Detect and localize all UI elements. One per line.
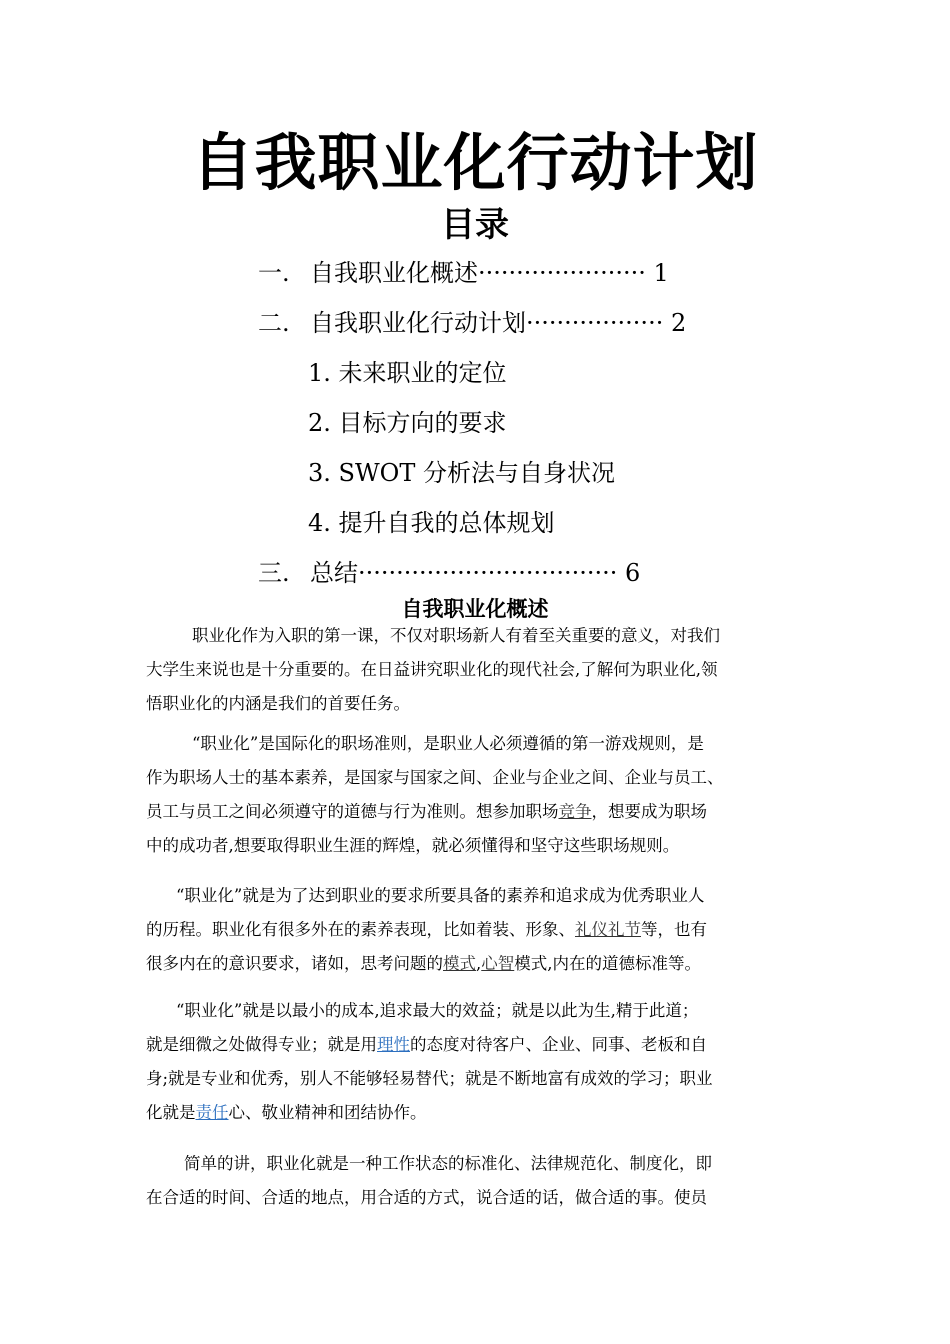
text-line: “职业化”就是为了达到职业的要求所要具备的素养和追求成为优秀职业人 <box>176 886 705 905</box>
toc-leader: ·················· <box>526 309 664 337</box>
paragraph-5 <box>146 1147 814 1215</box>
toc-page: 2 <box>670 309 687 337</box>
toc-subitem-1[interactable] <box>308 355 507 391</box>
toc-item-3[interactable] <box>258 555 640 591</box>
text-line: 大学生来说也是十分重要的。在日益讲究职业化的现代社会,了解何为职业化,领 <box>146 660 718 679</box>
text-line: “职业化”是国际化的职场准则，是职业人必须遵循的第一游戏规则，是 <box>192 734 704 753</box>
toc-page: 1 <box>653 259 669 287</box>
toc-label: 自我职业化行动计划 <box>310 309 526 337</box>
toc-label: 1. 未来职业的定位 <box>308 359 507 387</box>
toc-label: 3. SWOT 分析法与自身状况 <box>308 459 615 487</box>
link-moshi[interactable]: 模式 <box>443 954 476 973</box>
toc-item-2[interactable] <box>258 305 686 341</box>
text-line: 身;就是专业和优秀，别人不能够轻易替代；就是不断地富有成效的学习；职业 <box>146 1069 713 1088</box>
toc-leader: ······················ <box>478 259 646 287</box>
text-line: 员工与员工之间必须遵守的道德与行为准则。想参加职场竞争，想要成为职场 <box>146 802 707 821</box>
text-line: 悟职业化的内涵是我们的首要任务。 <box>146 694 410 713</box>
paragraph-3 <box>146 879 814 981</box>
toc-subitem-3[interactable] <box>308 455 615 491</box>
toc-subitem-2[interactable] <box>308 405 507 441</box>
text-line: 就是细微之处做得专业；就是用理性的态度对待客户、企业、同事、老板和自 <box>146 1035 707 1054</box>
toc-label: 4. 提升自我的总体规划 <box>308 509 555 537</box>
text-line: 很多内在的意识要求，诸如，思考问题的模式,心智模式,内在的道德标准等。 <box>146 954 701 973</box>
paragraph-1 <box>146 619 814 721</box>
toc-heading: 目录 <box>441 205 509 245</box>
paragraph-4 <box>146 994 814 1130</box>
document-title: 自我职业化行动计划 <box>191 126 759 199</box>
toc-label: 自我职业化概述 <box>310 259 478 287</box>
toc-number: 一. <box>258 259 290 287</box>
text-line: 中的成功者,想要取得职业生涯的辉煌，就必须懂得和坚守这些职场规则。 <box>146 836 680 855</box>
paragraph-2 <box>146 727 814 863</box>
toc-item-1[interactable] <box>258 255 669 291</box>
link-lixing[interactable]: 理性 <box>377 1035 410 1054</box>
toc-number: 三. <box>258 559 290 587</box>
toc-number: 二. <box>258 309 290 337</box>
link-xinzhi[interactable]: 心智 <box>481 954 515 973</box>
toc-label: 总结 <box>310 559 358 587</box>
toc-label: 2. 目标方向的要求 <box>308 409 507 437</box>
link-jingzheng[interactable]: 竞争 <box>558 802 592 821</box>
text-line: 化就是责任心、敬业精神和团结协作。 <box>146 1103 427 1122</box>
text-line: 在合适的时间、合适的地点，用合适的方式，说合适的话，做合适的事。使员 <box>146 1188 707 1207</box>
text-line: 的历程。职业化有很多外在的素养表现，比如着装、形象、礼仪礼节等，也有 <box>146 920 707 939</box>
text-line: “职业化”就是以最小的成本,追求最大的效益；就是以此为生,精于此道； <box>176 1001 699 1020</box>
text-line: 职业化作为入职的第一课，不仅对职场新人有着至关重要的意义，对我们 <box>192 626 720 645</box>
toc-subitem-4[interactable] <box>308 505 555 541</box>
toc-page: 6 <box>625 559 641 587</box>
section-heading: 自我职业化概述 <box>401 597 549 621</box>
link-zeren[interactable]: 责任 <box>195 1103 229 1122</box>
toc-leader: ·································· <box>358 559 618 587</box>
text-line: 作为职场人士的基本素养，是国家与国家之间、企业与企业之间、企业与员工、 <box>146 768 724 787</box>
link-liyi-lijie[interactable]: 礼仪礼节 <box>575 920 641 939</box>
text-line: 简单的讲，职业化就是一种工作状态的标准化、法律规范化、制度化，即 <box>184 1154 712 1173</box>
